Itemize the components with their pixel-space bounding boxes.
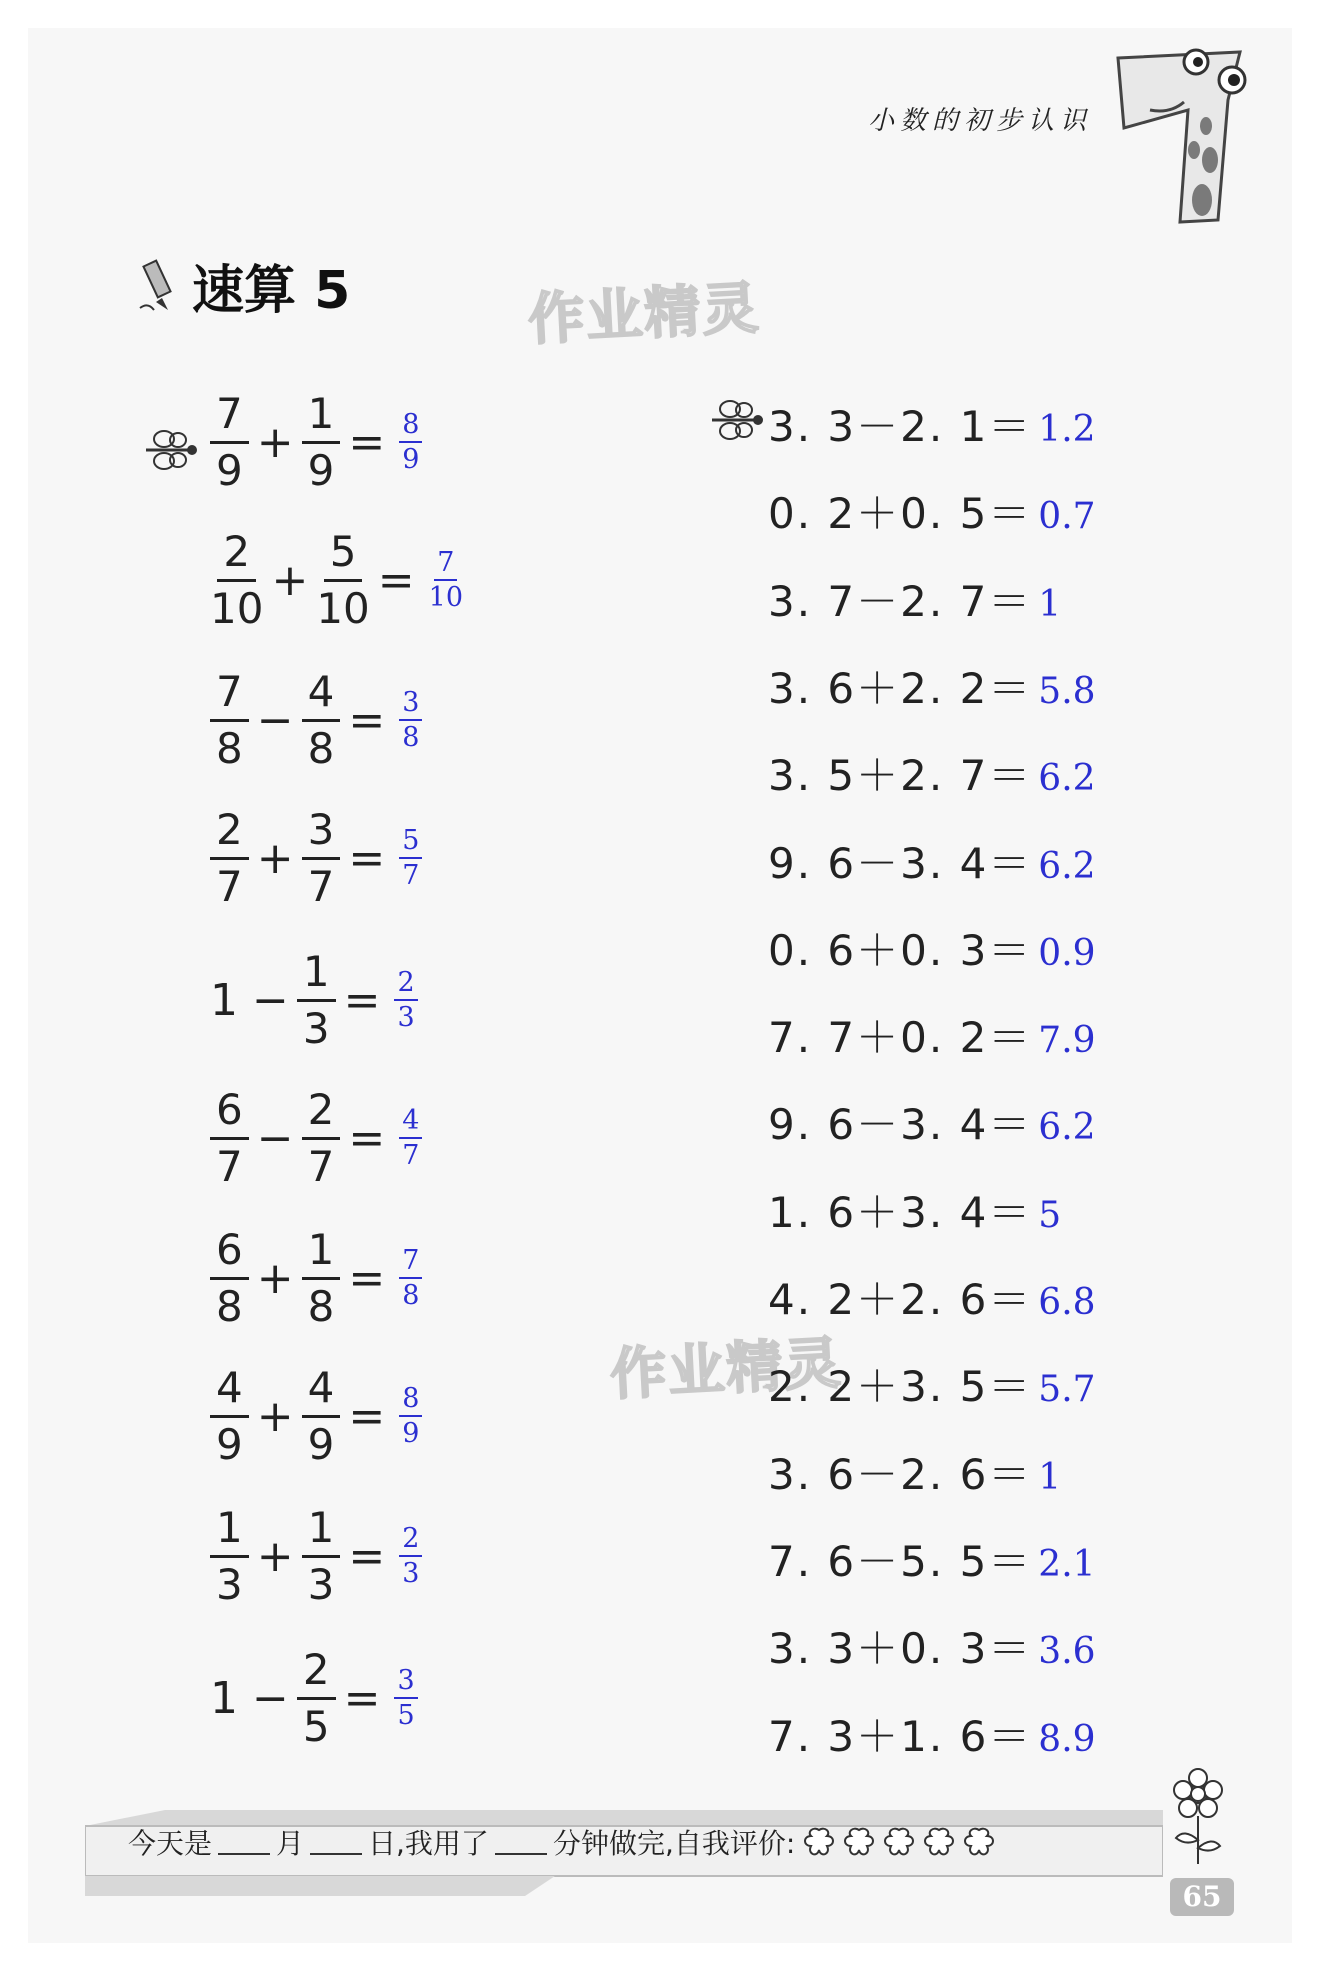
answer-denominator: 5 (397, 1700, 415, 1731)
answer-numerator: 8 (399, 411, 422, 443)
watermark-middle: 作业精灵 (608, 1330, 844, 1409)
footer-minutes-label: 分钟做完,自我评价: (552, 1827, 796, 1860)
decimal-expression: 4. 2＋2. 6＝ (768, 1275, 1033, 1324)
minutes-blank[interactable] (495, 1829, 547, 1855)
numerator: 5 (324, 531, 363, 582)
numerator: 2 (297, 1649, 336, 1700)
denominator: 8 (216, 1281, 243, 1331)
operator: + (256, 1530, 294, 1582)
operator: + (256, 832, 294, 884)
fraction-problem (210, 1084, 422, 1191)
answer-denominator: 7 (402, 1140, 420, 1171)
handwritten-answer: 5 (1038, 1195, 1062, 1236)
numerator: 1 (302, 393, 341, 444)
equals-sign: = (348, 832, 386, 884)
fraction-operand (210, 1362, 249, 1469)
numerator: 1 (297, 951, 336, 1002)
operator: − (252, 974, 289, 1026)
decimal-expression: 9. 6－3. 4＝ (768, 1100, 1033, 1149)
handwritten-answer: 6.8 (1038, 1282, 1096, 1323)
decimal-expression: 7. 6－5. 5＝ (768, 1537, 1033, 1586)
pencil-icon (138, 258, 182, 314)
answer-denominator: 9 (402, 1418, 420, 1449)
denominator: 7 (307, 861, 335, 911)
denominator: 9 (216, 1419, 243, 1469)
decimal-problem (768, 569, 1061, 629)
fraction-operand (210, 1502, 249, 1609)
chapter-title: 小数的初步认识 (868, 106, 1093, 136)
fraction-problem (210, 804, 422, 911)
equals-sign: = (348, 1112, 386, 1164)
fraction-problem (210, 1224, 422, 1331)
fraction-problem (210, 946, 418, 1053)
decimal-problem (768, 481, 1096, 541)
fraction-operand (297, 946, 336, 1053)
numerator: 2 (210, 809, 249, 860)
handwritten-answer (399, 1107, 422, 1169)
numerator: 1 (302, 1229, 341, 1280)
dragonfly-icon (706, 398, 766, 442)
fraction-operand (210, 526, 264, 633)
decimal-expression: 3. 7－2. 7＝ (768, 577, 1033, 626)
dragonfly-icon (140, 428, 200, 472)
operator: + (256, 416, 294, 468)
handwritten-answer: 8.9 (1038, 1719, 1096, 1760)
flower-rating-icon[interactable] (961, 1826, 997, 1858)
handwritten-answer: 1.2 (1038, 409, 1096, 450)
decimal-expression: 0. 2＋0. 5＝ (768, 489, 1033, 538)
handwritten-answer: 5.8 (1038, 671, 1096, 712)
equals-sign: = (348, 1252, 386, 1304)
equals-sign: = (348, 416, 386, 468)
operator: + (271, 554, 309, 606)
decimal-problem (768, 831, 1096, 891)
fraction-operand (210, 804, 249, 911)
operator: − (256, 694, 294, 746)
decimal-problem (768, 1005, 1096, 1065)
answer-numerator: 8 (399, 1385, 422, 1417)
fraction-problem (210, 1644, 418, 1751)
answer-denominator: 3 (402, 1558, 420, 1589)
handwritten-answer (399, 827, 422, 889)
operator: + (256, 1390, 294, 1442)
decimal-problem (768, 1267, 1096, 1327)
fraction-operand (210, 666, 249, 773)
decimal-expression: 3. 5＋2. 7＝ (768, 751, 1033, 800)
flower-rating-icon[interactable] (801, 1826, 837, 1858)
equals-sign: = (348, 1390, 386, 1442)
decimal-expression: 3. 3－2. 1＝ (768, 402, 1033, 451)
day-blank[interactable] (310, 1829, 362, 1855)
answer-denominator: 8 (402, 1280, 420, 1311)
answer-numerator: 7 (434, 549, 457, 581)
self-evaluation-line (128, 1822, 997, 1862)
operator: + (256, 1252, 294, 1304)
decimal-expression: 7. 7＋0. 2＝ (768, 1013, 1033, 1062)
footer-day-label: 日,我用了 (368, 1827, 489, 1860)
denominator: 7 (216, 1141, 243, 1191)
section-title: 速算 5 (192, 261, 351, 321)
denominator: 7 (216, 861, 243, 911)
equals-sign: = (343, 974, 381, 1026)
equals-sign: = (348, 694, 386, 746)
answer-numerator: 4 (399, 1107, 422, 1139)
flower-decoration-icon (1168, 1768, 1228, 1868)
handwritten-answer (399, 411, 422, 473)
fraction-operand (302, 1502, 341, 1609)
decimal-problem (768, 918, 1096, 978)
fraction-problem (210, 526, 464, 633)
answer-denominator: 3 (397, 1002, 415, 1033)
decimal-problem (768, 1180, 1061, 1240)
answer-numerator: 3 (399, 689, 422, 721)
footer-month-label: 月 (276, 1827, 305, 1860)
decimal-expression: 1. 6＋3. 4＝ (768, 1188, 1033, 1237)
handwritten-answer (399, 1385, 422, 1447)
handwritten-answer (399, 1525, 422, 1587)
equals-sign: = (377, 554, 415, 606)
decimal-problem (768, 394, 1096, 454)
fraction-operand (210, 1084, 249, 1191)
answer-numerator: 7 (399, 1247, 422, 1279)
flower-rating-icon[interactable] (881, 1826, 917, 1858)
rating-stars[interactable] (801, 1826, 997, 1858)
decimal-expression: 9. 6－3. 4＝ (768, 839, 1033, 888)
numerator: 4 (302, 1367, 341, 1418)
answer-denominator: 8 (402, 722, 420, 753)
footer-today-label: 今天是 (128, 1827, 213, 1860)
denominator: 9 (307, 445, 335, 495)
decimal-expression: 3. 3＋0. 3＝ (768, 1624, 1033, 1673)
watermark-top: 作业精灵 (526, 275, 762, 354)
handwritten-answer: 0.7 (1038, 496, 1096, 537)
page-number: 65 (1170, 1878, 1234, 1916)
answer-denominator: 10 (428, 582, 464, 613)
numerator: 7 (210, 393, 249, 444)
answer-numerator: 2 (394, 969, 417, 1001)
decimal-expression: 3. 6＋2. 2＝ (768, 664, 1033, 713)
answer-denominator: 9 (402, 444, 420, 475)
flower-rating-icon[interactable] (841, 1826, 877, 1858)
handwritten-answer: 6.2 (1038, 758, 1096, 799)
denominator: 8 (307, 1281, 335, 1331)
handwritten-answer: 5.7 (1038, 1369, 1096, 1410)
fraction-problem (210, 666, 422, 773)
numerator: 6 (210, 1229, 249, 1280)
denominator: 3 (302, 1003, 330, 1053)
decimal-problem (768, 1092, 1096, 1152)
flower-rating-icon[interactable] (921, 1826, 957, 1858)
handwritten-answer: 3.6 (1038, 1631, 1096, 1672)
fraction-problem (210, 1362, 422, 1469)
giraffe-seven-icon (1110, 40, 1260, 240)
numerator: 2 (302, 1089, 341, 1140)
decimal-expression: 3. 6－2. 6＝ (768, 1450, 1033, 1499)
equals-sign: = (343, 1672, 381, 1724)
denominator: 5 (302, 1701, 330, 1751)
handwritten-answer (399, 689, 422, 751)
answer-numerator: 2 (399, 1525, 422, 1557)
handwritten-answer (394, 1667, 417, 1729)
decimal-problem (768, 1354, 1096, 1414)
decimal-expression: 0. 6＋0. 3＝ (768, 926, 1033, 975)
handwritten-answer: 1 (1038, 1457, 1062, 1498)
answer-numerator: 5 (399, 827, 422, 859)
denominator: 9 (307, 1419, 335, 1469)
equals-sign: = (348, 1530, 386, 1582)
fraction-problem (210, 1502, 422, 1609)
section-heading (138, 248, 350, 323)
handwritten-answer (399, 1247, 422, 1309)
decimal-problem (768, 1529, 1096, 1589)
handwritten-answer: 2.1 (1038, 1544, 1096, 1585)
denominator: 9 (216, 445, 243, 495)
decimal-expression: 2. 2＋3. 5＝ (768, 1362, 1033, 1411)
denominator: 3 (307, 1559, 335, 1609)
decimal-problem (768, 1704, 1096, 1764)
fraction-operand (302, 1084, 341, 1191)
denominator: 7 (307, 1141, 335, 1191)
handwritten-answer: 6.2 (1038, 846, 1096, 887)
answer-denominator: 7 (402, 860, 420, 891)
decimal-problem (768, 743, 1096, 803)
fraction-problem (210, 388, 422, 495)
decimal-problem (768, 1442, 1061, 1502)
operator: − (252, 1672, 289, 1724)
decimal-expression: 7. 3＋1. 6＝ (768, 1712, 1033, 1761)
handwritten-answer: 7.9 (1038, 1020, 1096, 1061)
handwritten-answer (429, 549, 463, 611)
numerator: 2 (217, 531, 256, 582)
numerator: 1 (302, 1507, 341, 1558)
whole-number: 1 (210, 974, 238, 1026)
denominator: 10 (316, 583, 370, 633)
answer-numerator: 3 (394, 1667, 417, 1699)
decimal-problem (768, 656, 1096, 716)
numerator: 6 (210, 1089, 249, 1140)
numerator: 4 (210, 1367, 249, 1418)
month-blank[interactable] (218, 1829, 270, 1855)
fraction-operand (210, 388, 249, 495)
denominator: 8 (216, 723, 243, 773)
fraction-operand (302, 666, 341, 773)
numerator: 1 (210, 1507, 249, 1558)
whole-number: 1 (210, 1672, 238, 1724)
fraction-operand (316, 526, 370, 633)
denominator: 3 (216, 1559, 243, 1609)
denominator: 10 (210, 583, 264, 633)
decimal-problem (768, 1616, 1096, 1676)
fraction-operand (302, 1362, 341, 1469)
numerator: 7 (210, 671, 249, 722)
fraction-operand (210, 1224, 249, 1331)
fraction-operand (297, 1644, 336, 1751)
handwritten-answer: 6.2 (1038, 1107, 1096, 1148)
numerator: 4 (302, 671, 341, 722)
fraction-operand (302, 388, 341, 495)
operator: − (256, 1112, 294, 1164)
handwritten-answer (394, 969, 417, 1031)
numerator: 3 (302, 809, 341, 860)
fraction-operand (302, 804, 341, 911)
denominator: 8 (307, 723, 335, 773)
handwritten-answer: 0.9 (1038, 933, 1096, 974)
handwritten-answer: 1 (1038, 584, 1062, 625)
fraction-operand (302, 1224, 341, 1331)
